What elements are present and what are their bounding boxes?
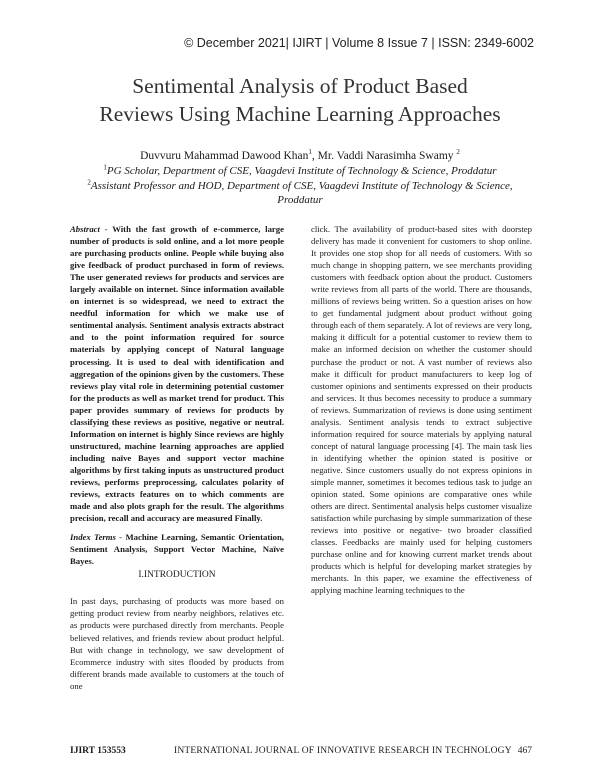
affiliation-2-text-line-2: Proddatur bbox=[277, 194, 323, 206]
author-list bbox=[40, 149, 560, 164]
author-2-superscript: 2 bbox=[456, 148, 460, 157]
right-column bbox=[311, 223, 532, 596]
affiliation-2-superscript: 2 bbox=[87, 178, 91, 187]
footer-journal-name: INTERNATIONAL JOURNAL OF INNOVATIVE RESEARCH IN TECHNOLOGY bbox=[174, 746, 512, 756]
author-1-superscript: 1 bbox=[308, 148, 312, 157]
introduction-paragraph-right: click. The availability of product-based sites with doorstep delivery has made it convenient for customers to shop online. It provides one stop shop for all needs of customers. With so much change in shopping pattern, we see merchants providing customers with feedback option about the product. Customers write reviews from all parts of the world. There are thousands, millions of reviews being written. So a question arises on how to get fundamental judgment about product without going through each of them separately. A lot of reviews are very long, making it difficult for a potential customer to review them to make an informed decision on whether the customer should purchase the product or not. A vast number of reviews also make it difficult for product manufacturers to keep log of customer opinions and sentiments expressed on their products and services. It thus becomes necessity to produce a summary of reviews. Summarization of reviews is done using sentiment analysis. Sentiment analysis tends to extract subjective information required for source materials by applying natural concept of natural language processing [4]. The main task lies in identifying whether the opinion stated is positive or negative. Since customers usually do not express opinions in simple manner, sometimes it becomes tedious task to judge an opinion stated. Some opinions are comparative ones while others are direct. Sentimental analysis helps customer visualize satisfaction while purchasing by simple summarization of these reviews into positive or negative- two broader classified classes. Feedbacks are mainly used for helping customers purchase online and for knowing current market trends about products which is helpful for developing market strategies by merchants. In this paper, we examine the effectiveness of applying machine learning techniques to the bbox=[311, 224, 532, 596]
introduction-paragraph-left: In past days, purchasing of products was more based on getting product review from nearby neighbors, relatives etc. as products were purchased directly from merchants. People believed relatives, and friends review about product helpful. But with change in technology, we saw development of Ecommerce industry with sites flooded by products from different brands made available to customers at the touch of one bbox=[70, 596, 284, 691]
paper-title bbox=[40, 72, 560, 128]
author-1: Duvvuru Mahammad Dawood Khan bbox=[140, 150, 309, 162]
index-terms-label: Index Terms - bbox=[70, 532, 123, 543]
journal-header: © December 2021| IJIRT | Volume 8 Issue 7 | ISSN: 2349-6002 bbox=[184, 36, 534, 50]
index-terms-text: Machine Learning, Semantic Orientation, Sentiment Analysis, Support Vector Machine, Naïve Bayes. bbox=[70, 532, 284, 567]
affiliation-1 bbox=[80, 164, 520, 178]
affiliation-2 bbox=[80, 179, 520, 207]
affiliation-1-superscript: 1 bbox=[103, 163, 107, 172]
title-line-1: Sentimental Analysis of Product Based bbox=[132, 74, 468, 98]
footer-page-number: 467 bbox=[517, 746, 532, 756]
author-2: Mr. Vaddi Narasimha Swamy bbox=[317, 150, 454, 162]
abstract bbox=[70, 223, 284, 524]
left-column bbox=[70, 223, 284, 692]
title-line-2: Reviews Using Machine Learning Approaches bbox=[99, 102, 501, 126]
author-separator: , bbox=[311, 150, 318, 162]
affiliation-1-text: PG Scholar, Department of CSE, Vaagdevi Institute of Technology & Science, Proddatur bbox=[106, 165, 497, 177]
index-terms bbox=[70, 531, 284, 567]
section-heading-introduction: I.INTRODUCTION bbox=[138, 570, 216, 581]
affiliation-2-text-line-1: Assistant Professor and HOD, Department of CSE, Vaagdevi Institute of Technology & Science, bbox=[90, 180, 513, 192]
footer-paper-id: IJIRT 153553 bbox=[70, 746, 126, 756]
abstract-text: With the fast growth of e-commerce, large number of products is sold online, and a lot more people are purchasing products online. People while buying also give feedback of product purchased in form of reviews. The user generated reviews for products and services are largely available on internet. Since information available on internet is so widespread, we need to extract the needful information for which we make use of sentimental analysis. Sentiment analysis extracts abstract and to the point information required for source materials by applying concept of Natural language processing. It is used to deal with identification and aggregation of the opinions given by the customers. These reviews play vital role in determining potential customer for the products as well as market trend for product. This paper provides summary of reviews for products by classifying these reviews as positive, negative or neutral. Information on internet is highly Since reviews are highly unstructured, machine learning approaches are applied including naïve Bayes and support vector machine algorithms by first taking inputs as unstructured product reviews, performs preprocessing, calculates polarity of reviews, extracts features on to which comments are made and also plots graph for the result. The algorithms precision, recall and accuracy are measured Finally. bbox=[70, 224, 284, 524]
abstract-label: Abstract - bbox=[70, 224, 108, 234]
